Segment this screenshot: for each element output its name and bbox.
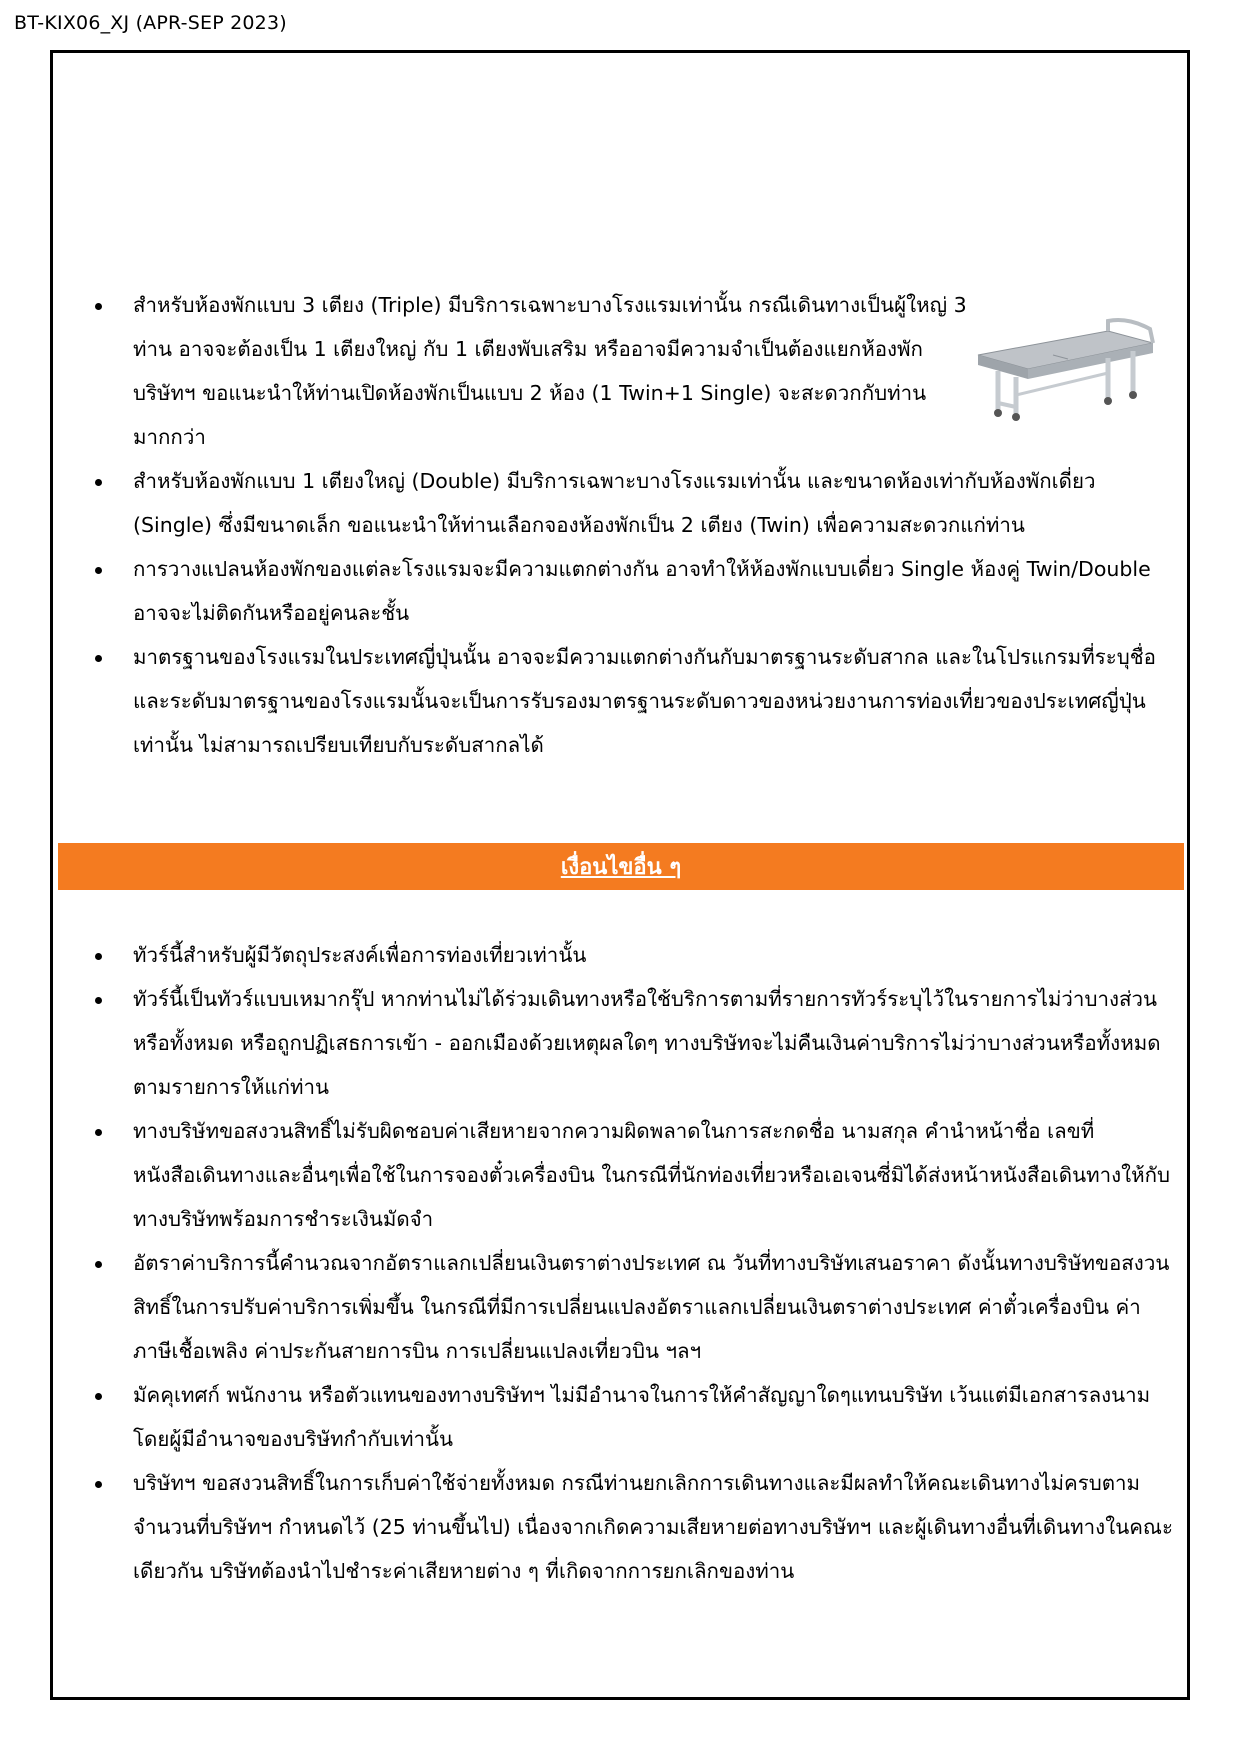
folding-bed-icon	[958, 303, 1158, 423]
list-item	[53, 459, 1173, 547]
list-item	[53, 1241, 1173, 1373]
bullet-icon	[95, 1261, 102, 1268]
bullet-icon	[95, 567, 102, 574]
list-item	[53, 1461, 1173, 1593]
bullet-icon	[95, 1129, 102, 1136]
section-title: เงื่อนไขอื่น ๆ	[560, 855, 682, 880]
term-text: ทัวร์นี้เป็นทัวร์แบบเหมากรุ๊ป หากท่านไม่ได้ร่วมเดินทางหรือใช้บริการตามที่รายการทัวร์ระบุไว้ในรายการไม่ว่าบางส่วนหรือทั้งหมด หรือถูกปฏิเสธการเข้า - ออกเมืองด้วยเหตุผลใดๆ ทางบริษัทจะไม่คืนเงินค่าบริการไม่ว่าบางส่วนหรือทั้งหมดตามรายการให้แก่ท่าน	[133, 987, 1161, 1099]
list-item	[53, 1373, 1173, 1461]
term-text: อัตราค่าบริการนี้คำนวณจากอัตราแลกเปลี่ยนเงินตราต่างประเทศ ณ วันที่ทางบริษัทเสนอราคา ดังนั้นทางบริษัทขอสงวนสิทธิ์ในการปรับค่าบริการเพิ่มขึ้น ในกรณีที่มีการเปลี่ยนแปลงอัตราแลกเปลี่ยนเงินตราต่างประเทศ ค่าตั๋วเครื่องบิน ค่าภาษีเชื้อเพลิง ค่าประกันสายการบิน การเปลี่ยนแปลงเที่ยวบิน ฯลฯ	[133, 1251, 1170, 1363]
room-note-text: สำหรับห้องพักแบบ 1 เตียงใหญ่ (Double) มีบริการเฉพาะบางโรงแรมเท่านั้น และขนาดห้องเท่ากับห้องพักเดี่ยว (Single) ซึ่งมีขนาดเล็ก ขอแนะนำให้ท่านเลือกจองห้องพักเป็น 2 เตียง (Twin) เพื่อความสะดวกแก่ท่าน	[133, 469, 1096, 537]
term-text: ทัวร์นี้สำหรับผู้มีวัตถุประสงค์เพื่อการท่องเที่ยวเท่านั้น	[133, 943, 587, 967]
term-text: ทางบริษัทขอสงวนสิทธิ์ไม่รับผิดชอบค่าเสียหายจากความผิดพลาดในการสะกดชื่อ นามสกุล คำนำหน้าชื่อ เลขที่หนังสือเดินทางและอื่นๆเพื่อใช้ในการจองตั๋วเครื่องบิน ในกรณีที่นักท่องเที่ยวหรือเอเจนซี่มิได้ส่งหน้าหนังสือเดินทางให้กับทางบริษัทพร้อมการชำระเงินมัดจำ	[133, 1119, 1171, 1231]
other-terms-list	[53, 933, 1173, 1593]
section-header-bar	[58, 843, 1184, 890]
list-item	[53, 547, 1173, 635]
list-item	[53, 635, 1173, 767]
document-code: BT-KIX06_XJ (APR-SEP 2023)	[14, 12, 287, 34]
room-note-text: สำหรับห้องพักแบบ 3 เตียง (Triple) มีบริการเฉพาะบางโรงแรมเท่านั้น กรณีเดินทางเป็นผู้ใหญ่ 3 ท่าน อาจจะต้องเป็น 1 เตียงใหญ่ กับ 1 เตียงพับเสริม หรืออาจมีความจำเป็นต้องแยกห้องพัก บริษัทฯ ขอแนะนำให้ท่านเปิดห้องพักเป็นแบบ 2 ห้อง (1 Twin+1 Single) จะสะดวกกับท่านมากกว่า	[133, 293, 967, 449]
list-item	[53, 1109, 1173, 1241]
list-item	[53, 933, 1173, 977]
page-frame	[50, 50, 1190, 1700]
bullet-icon	[95, 997, 102, 1004]
term-text: มัคคุเทศก์ พนักงาน หรือตัวแทนของทางบริษัทฯ ไม่มีอำนาจในการให้คำสัญญาใดๆแทนบริษัท เว้นแต่มีเอกสารลงนามโดยผู้มีอำนาจของบริษัทกำกับเท่านั้น	[133, 1383, 1151, 1451]
bullet-icon	[95, 479, 102, 486]
bullet-icon	[95, 1481, 102, 1488]
room-note-text: การวางแปลนห้องพักของแต่ละโรงแรมจะมีความแตกต่างกัน อาจทำให้ห้องพักแบบเดี่ยว Single ห้องคู่ Twin/Double อาจจะไม่ติดกันหรืออยู่คนละชั้น	[133, 557, 1151, 625]
bullet-icon	[95, 1393, 102, 1400]
room-note-text: มาตรฐานของโรงแรมในประเทศญี่ปุ่นนั้น อาจจะมีความแตกต่างกันกับมาตรฐานระดับสากล และในโปรแกรมที่ระบุชื่อและระดับมาตรฐานของโรงแรมนั้นจะเป็นการรับรองมาตรฐานระดับดาวของหน่วยงานการท่องเที่ยวของประเทศญี่ปุ่นเท่านั้น ไม่สามารถเปรียบเทียบกับระดับสากลได้	[133, 645, 1156, 757]
list-item	[53, 977, 1173, 1109]
bullet-icon	[95, 655, 102, 662]
bullet-icon	[95, 953, 102, 960]
term-text: บริษัทฯ ขอสงวนสิทธิ์ในการเก็บค่าใช้จ่ายทั้งหมด กรณีท่านยกเลิกการเดินทางและมีผลทำให้คณะเดินทางไม่ครบตามจำนวนที่บริษัทฯ กำหนดไว้ (25 ท่านขึ้นไป) เนื่องจากเกิดความเสียหายต่อทางบริษัทฯ และผู้เดินทางอื่นที่เดินทางในคณะเดียวกัน บริษัทต้องนำไปชำระค่าเสียหายต่าง ๆ ที่เกิดจากการยกเลิกของท่าน	[133, 1471, 1173, 1583]
bullet-icon	[95, 303, 102, 310]
